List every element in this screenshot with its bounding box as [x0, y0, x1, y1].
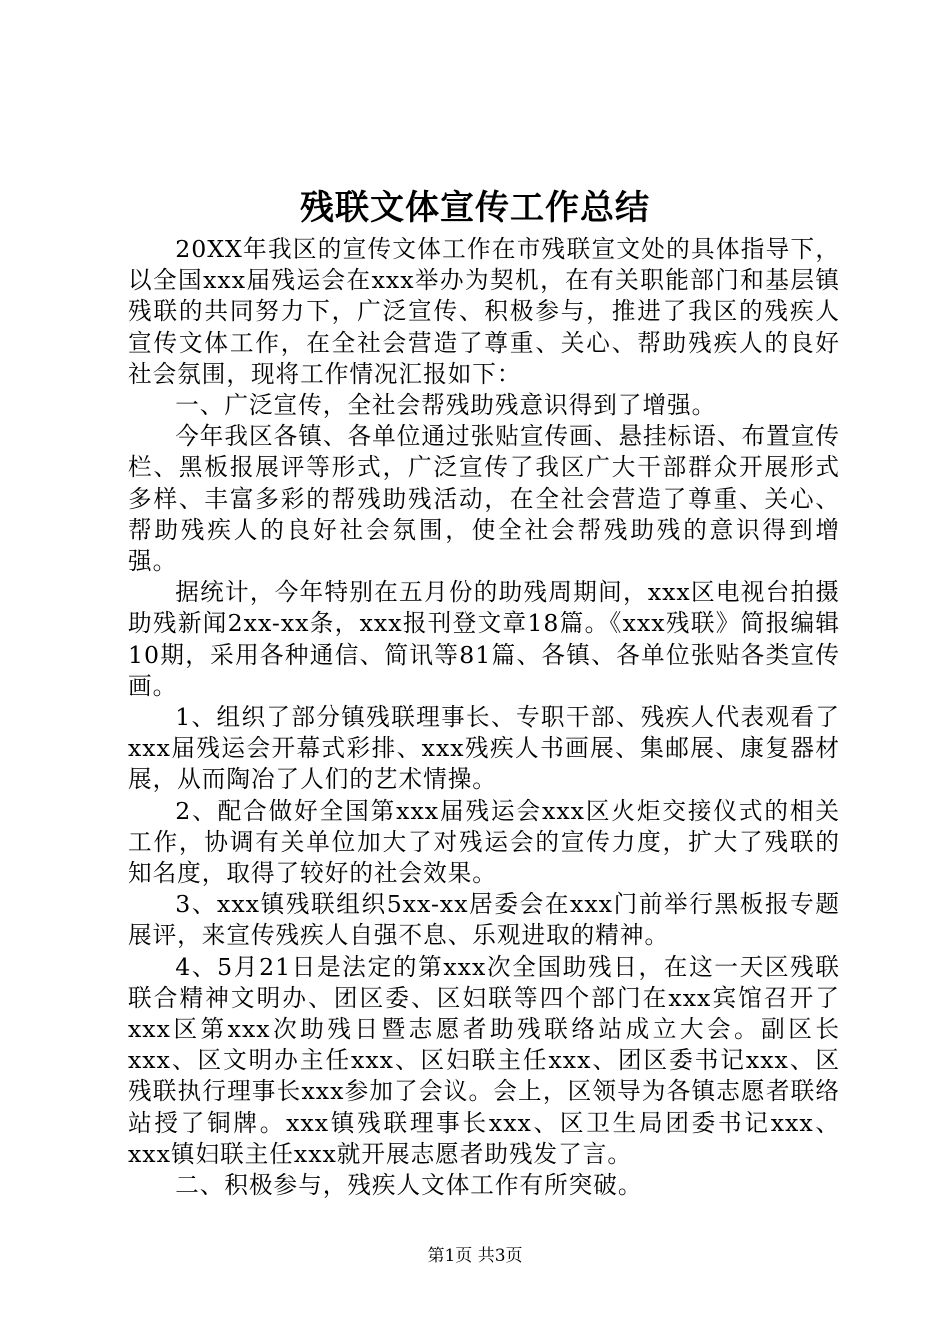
list-item-4: 4、5月21日是法定的第xxx次全国助残日，在这一天区残联联合精神文明办、团区委、区妇联等四个部门在xxx宾馆召开了xxx区第xxx次助残日暨志愿者助残联络站成立大会。副区长xxx、区文明办主任xxx、区妇联主任xxx、团区委书记xxx、区残联执行理事长xxx参加了会议。会上，区领导为各镇志愿者联络站授了铜牌。xxx镇残联理事长xxx、区卫生局团委书记xxx、xxx镇妇联主任xxx就开展志愿者助残发了言。: [128, 952, 840, 1168]
section-heading-1: 一、广泛宣传，全社会帮残助残意识得到了增强。: [175, 391, 717, 420]
page-footer: 第1页 共3页: [427, 1246, 523, 1266]
document-title: 残联文体宣传工作总结: [300, 188, 650, 228]
paragraph-intro: 20XX年我区的宣传文体工作在市残联宣文处的具体指导下，以全国xxx届残运会在xxx举办为契机，在有关职能部门和基层镇残联的共同努力下，广泛宣传、积极参与，推进了我区的残疾人宣传文体工作，在全社会营造了尊重、关心、帮助残疾人的良好社会氛围，现将工作情况汇报如下：: [128, 235, 840, 388]
paragraph-statistics: 据统计，今年特别在五月份的助残周期间，xxx区电视台拍摄助残新闻2xx-xx条，xxx报刊登文章18篇。《xxx残联》简报编辑10期，采用各种通信、简讯等81篇、各镇、各单位张贴各类宣传画。: [128, 578, 840, 700]
list-item-2: 2、配合做好全国第xxx届残运会xxx区火炬交接仪式的相关工作，协调有关单位加大了对残运会的宣传力度，扩大了残联的知名度，取得了较好的社会效果。: [128, 796, 840, 888]
document-body: [128, 234, 840, 1201]
section-heading-2: 二、积极参与，残疾人文体工作有所突破。: [175, 1171, 643, 1200]
list-item-3: 3、xxx镇残联组织5xx-xx居委会在xxx门前举行黑板报专题展评，来宣传残疾人自强不息、乐观进取的精神。: [128, 890, 840, 950]
paragraph-publicity: 今年我区各镇、各单位通过张贴宣传画、悬挂标语、布置宣传栏、黑板报展评等形式，广泛宣传了我区广大干部群众开展形式多样、丰富多彩的帮残助残活动，在全社会营造了尊重、关心、帮助残疾人的良好社会氛围，使全社会帮残助残的意识得到增强。: [128, 422, 840, 576]
list-item-1: 1、组织了部分镇残联理事长、专职干部、残疾人代表观看了xxx届残运会开幕式彩排、xxx残疾人书画展、集邮展、康复器材展，从而陶冶了人们的艺术情操。: [128, 703, 840, 794]
